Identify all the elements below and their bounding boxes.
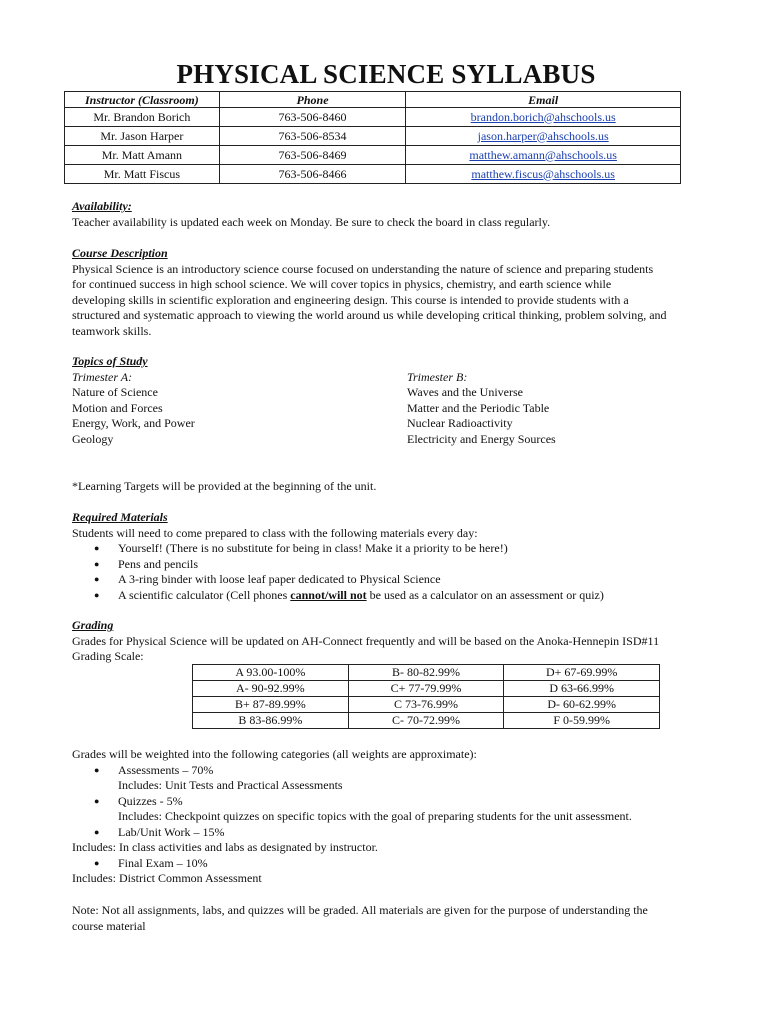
list-item: ● Quizzes - 5% <box>118 794 702 810</box>
note-line: course material <box>72 918 146 933</box>
grade-cell: C+ 77-79.99% <box>348 681 504 697</box>
grading-intro: Grades for Physical Science will be updated on AH-Connect frequently and will be based on the Anoka-Hennepin ISD#11 <box>72 633 660 648</box>
table-row <box>65 127 681 146</box>
grading-scale-label: Grading Scale: <box>72 649 144 663</box>
course-description-line: structured and systematic approach to viewing the world around us while developing critical thinking, problem solving, and <box>72 308 667 322</box>
calculator-text-end: be used as a calculator on an assessment or quiz) <box>366 587 604 602</box>
course-description-heading: Course Description <box>72 246 168 260</box>
learning-targets-note <box>72 479 702 495</box>
weights-list <box>72 825 702 841</box>
grade-cell: B- 80-82.99% <box>348 665 504 681</box>
grading-heading: Grading <box>72 618 114 632</box>
course-description-line: developing skills in scientific exploration and engineering design. This course is intended to provide students with a <box>72 292 629 307</box>
weights-intro: Grades will be weighted into the following categories (all weights are approximate): <box>72 747 477 761</box>
table-row <box>193 681 660 697</box>
calculator-text-start: A scientific calculator (Cell phones <box>118 587 291 602</box>
list-item-calculator <box>118 588 702 604</box>
weights-list <box>72 763 702 779</box>
instructor-phone: 763-506-8466 <box>219 165 406 184</box>
topic-item: Motion and Forces <box>72 400 163 415</box>
topics-section <box>72 354 702 447</box>
course-description-line: teamwork skills. <box>72 323 152 338</box>
grade-cell: F 0-59.99% <box>504 713 660 729</box>
column-header-phone: Phone <box>219 92 406 108</box>
list-item: ● A 3-ring binder with loose leaf paper dedicated to Physical Science <box>118 572 702 588</box>
final-includes: Includes: District Common Assessment <box>72 871 262 885</box>
instructor-name: Mr. Matt Fiscus <box>65 165 220 184</box>
table-row <box>65 108 681 127</box>
instructor-name: Mr. Matt Amann <box>65 146 220 165</box>
list-item: ● Assessments – 70% <box>118 763 702 779</box>
materials-intro: Students will need to come prepared to class with the following materials every day: <box>72 525 478 540</box>
instructor-contact-table <box>64 91 681 184</box>
grading-section <box>72 618 702 665</box>
trimester-b-list <box>407 370 697 448</box>
availability-section <box>72 199 702 230</box>
grade-cell: A- 90-92.99% <box>193 681 349 697</box>
quizzes-includes: Includes: Checkpoint quizzes on specific topics with the goal of preparing students for the unit assessment. <box>118 809 632 823</box>
grading-note <box>72 903 702 934</box>
instructor-email-link[interactable]: jason.harper@ahschools.us <box>477 128 609 143</box>
table-row <box>193 665 660 681</box>
course-description-line: Physical Science is an introductory science course focused on understanding the nature of science and preparing students <box>72 261 654 276</box>
column-header-instructor: Instructor (Classroom) <box>65 92 220 108</box>
list-item: ● Final Exam – 10% <box>118 856 702 872</box>
assessments-includes: Includes: Unit Tests and Practical Assessments <box>118 778 343 792</box>
course-description-section <box>72 246 702 339</box>
instructor-phone: 763-506-8460 <box>219 108 406 127</box>
trimester-a-list <box>72 370 407 448</box>
table-row <box>193 697 660 713</box>
grade-cell: D+ 67-69.99% <box>504 665 660 681</box>
page-title: PHYSICAL SCIENCE SYLLABUS <box>176 59 596 89</box>
availability-heading: Availability: <box>72 199 132 213</box>
instructor-name: Mr. Brandon Borich <box>65 108 220 127</box>
topic-item: Electricity and Energy Sources <box>407 431 556 446</box>
trimester-a-label: Trimester A: <box>72 369 133 384</box>
list-item: ● Yourself! (There is no substitute for being in class! Make it a priority to be here!) <box>118 541 702 557</box>
lab-includes: Includes: In class activities and labs as designated by instructor. <box>72 840 378 854</box>
materials-list <box>72 541 702 603</box>
contact-table-header <box>65 92 681 108</box>
weights-list <box>72 794 702 810</box>
table-row <box>65 165 681 184</box>
grade-cell: A 93.00-100% <box>193 665 349 681</box>
topic-item: Waves and the Universe <box>407 385 523 399</box>
required-materials-section <box>72 510 702 603</box>
grade-cell: C 73-76.99% <box>348 697 504 713</box>
note-line: Note: Not all assignments, labs, and quizzes will be graded. All materials are given for the purpose of understanding the <box>72 903 648 917</box>
topic-item: Energy, Work, and Power <box>72 416 195 430</box>
instructor-name: Mr. Jason Harper <box>65 127 220 146</box>
course-description-line: for continued success in high school science. We will cover topics in physics, chemistry, and earth science while <box>72 277 612 291</box>
availability-text: Teacher availability is updated each week on Monday. Be sure to check the board in class regularly. <box>72 214 551 229</box>
grading-scale-table <box>192 664 660 729</box>
instructor-email-link[interactable]: brandon.borich@ahschools.us <box>470 109 616 124</box>
list-item: ● Pens and pencils <box>118 557 702 573</box>
grade-cell: C- 70-72.99% <box>348 713 504 729</box>
topic-item: Nuclear Radioactivity <box>407 416 513 430</box>
topic-item: Geology <box>72 431 114 446</box>
trimester-b-label: Trimester B: <box>407 369 468 384</box>
learning-targets-text: *Learning Targets will be provided at the beginning of the unit. <box>72 479 377 493</box>
grade-cell: D- 60-62.99% <box>504 697 660 713</box>
grade-cell: B 83-86.99% <box>193 713 349 729</box>
table-row <box>193 713 660 729</box>
column-header-email: Email <box>406 92 681 108</box>
instructor-email-link[interactable]: matthew.fiscus@ahschools.us <box>471 166 615 181</box>
instructor-phone: 763-506-8534 <box>219 127 406 146</box>
list-item: ● Lab/Unit Work – 15% <box>118 825 702 841</box>
calculator-emphasis: cannot/will not <box>290 587 367 602</box>
topics-heading: Topics of Study <box>72 354 148 368</box>
table-row <box>65 146 681 165</box>
instructor-phone: 763-506-8469 <box>219 146 406 165</box>
grade-cell: D 63-66.99% <box>504 681 660 697</box>
topic-item: Matter and the Periodic Table <box>407 400 550 415</box>
weights-list <box>72 856 702 872</box>
grade-cell: B+ 87-89.99% <box>193 697 349 713</box>
materials-heading: Required Materials <box>72 510 168 524</box>
instructor-email-link[interactable]: matthew.amann@ahschools.us <box>469 147 617 162</box>
topic-item: Nature of Science <box>72 385 158 399</box>
grade-weights-section <box>72 747 702 887</box>
